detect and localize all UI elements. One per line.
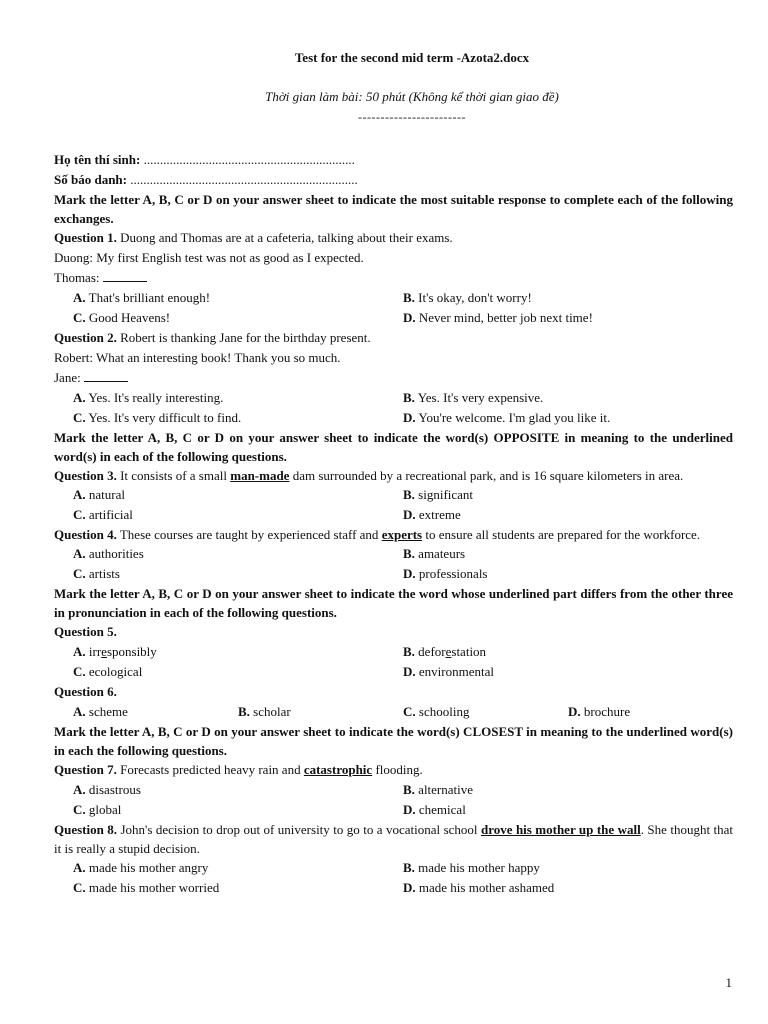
options-row <box>54 780 733 800</box>
option-text: environmental <box>418 664 494 679</box>
question-6 <box>54 682 733 702</box>
option-a <box>73 702 238 722</box>
option-c <box>403 702 568 722</box>
option-c <box>73 878 403 898</box>
question-text: Duong and Thomas are at a cafeteria, talking about their exams. <box>116 230 453 245</box>
question-text: . She thought that it is really a stupid decision. <box>54 822 734 856</box>
option-c <box>73 564 403 584</box>
question-4 <box>54 525 733 544</box>
options-row <box>54 642 733 662</box>
underlined-letter: e <box>445 644 452 659</box>
option-text: sponsibly <box>106 644 157 659</box>
question-text: John's decision to drop out of university to go to a vocational school <box>117 822 481 837</box>
question-number: Question 5. <box>54 624 117 639</box>
option-text: You're welcome. I'm glad you like it. <box>418 410 611 425</box>
options-row <box>54 662 733 682</box>
question-text: These courses are taught by experienced staff and <box>116 527 382 542</box>
speaker-label: Jane: <box>54 370 84 385</box>
option-letter: D. <box>403 410 416 425</box>
option-a <box>73 544 403 564</box>
option-text: schooling <box>418 704 470 719</box>
option-text: authorities <box>88 546 144 561</box>
options-row <box>54 485 733 505</box>
option-text: That's brilliant enough! <box>88 290 211 305</box>
section-instruction-3: Mark the letter A, B, C or D on your answer sheet to indicate the word whose underlined part differs from the other three in pronunciation in each of the following questions. <box>54 586 733 620</box>
option-b <box>403 642 733 662</box>
underlined-word: man-made <box>230 468 290 483</box>
dialogue-line: Robert: What an interesting book! Thank you so much. <box>54 350 341 365</box>
section-instruction-4: Mark the letter A, B, C or D on your answer sheet to indicate the word(s) CLOSEST in meaning to the underlined word(s) in each the following questions. <box>54 724 733 758</box>
option-c <box>73 308 403 328</box>
document-title: Test for the second mid term -Azota2.docx <box>294 50 530 65</box>
option-a <box>73 388 403 408</box>
option-b <box>403 780 733 800</box>
question-number: Question 8. <box>54 822 118 837</box>
option-b <box>403 288 733 308</box>
question-number: Question 1. <box>54 230 117 245</box>
candidate-id-dots: ...................................................................... <box>126 172 358 187</box>
option-text: Yes. It's very difficult to find. <box>88 410 242 425</box>
option-text: significant <box>418 487 474 502</box>
question-number: Question 2. <box>54 330 117 345</box>
option-letter: B. <box>403 644 415 659</box>
option-text: Yes. It's really interesting. <box>88 390 224 405</box>
option-letter: D. <box>568 704 581 719</box>
option-letter: D. <box>403 802 416 817</box>
option-text: made his mother ashamed <box>418 880 555 895</box>
option-letter: B. <box>403 390 415 405</box>
candidate-name-field <box>54 150 733 170</box>
question-5 <box>54 622 733 642</box>
answer-blank <box>84 368 128 382</box>
option-text: brochure <box>583 704 631 719</box>
option-text: made his mother happy <box>418 860 540 875</box>
option-letter: D. <box>403 566 416 581</box>
option-letter: C. <box>403 704 416 719</box>
option-d <box>403 564 733 584</box>
options-row <box>54 564 733 584</box>
option-text: global <box>88 802 122 817</box>
option-text: natural <box>88 487 125 502</box>
option-text: It's okay, don't worry! <box>418 290 532 305</box>
option-letter: C. <box>73 880 86 895</box>
option-d <box>403 408 733 428</box>
dialogue-line: Duong: My first English test was not as good as I expected. <box>54 250 364 265</box>
option-letter: C. <box>73 310 86 325</box>
option-d <box>403 308 733 328</box>
option-letter: A. <box>73 704 86 719</box>
option-letter: A. <box>73 782 86 797</box>
speaker-label: Thomas: <box>54 270 103 285</box>
option-letter: B. <box>403 782 415 797</box>
option-text: ecological <box>88 664 143 679</box>
option-text: station <box>451 644 487 659</box>
question-text: Robert is thanking Jane for the birthday present. <box>116 330 371 345</box>
option-letter: D. <box>403 880 416 895</box>
options-row <box>54 388 733 408</box>
time-note: Thời gian làm bài: 50 phút (Không kể thời gian giao đề) <box>265 89 559 104</box>
option-text: made his mother worried <box>88 880 220 895</box>
candidate-name-label: Họ tên thí sinh: <box>54 152 141 167</box>
option-text: alternative <box>418 782 474 797</box>
question-text: dam surrounded by a recreational park, and is 16 square kilometers in area. <box>289 468 684 483</box>
underlined-word: catastrophic <box>303 762 373 777</box>
option-letter: A. <box>73 546 86 561</box>
option-text: scheme <box>88 704 128 719</box>
options-row <box>54 878 733 898</box>
candidate-name-dots: ................................................................. <box>140 152 355 167</box>
options-row <box>54 702 733 722</box>
option-d <box>403 505 733 525</box>
question-8 <box>54 820 733 858</box>
option-letter: C. <box>73 664 86 679</box>
option-text: chemical <box>418 802 466 817</box>
options-row <box>54 288 733 308</box>
question-number: Question 4. <box>54 527 117 542</box>
option-b <box>238 702 403 722</box>
option-letter: B. <box>403 290 415 305</box>
option-letter: C. <box>73 802 86 817</box>
divider-dashes: ------------------------ <box>358 110 466 124</box>
underlined-phrase: drove his mother up the wall <box>480 822 641 837</box>
underlined-letter: e <box>101 644 107 659</box>
question-1 <box>54 228 733 248</box>
options-row <box>54 505 733 525</box>
section-instruction-2: Mark the letter A, B, C or D on your answer sheet to indicate the word(s) OPPOSITE in meaning to the underlined word(s) in each of the following questions. <box>54 430 733 464</box>
question-3 <box>54 466 733 485</box>
option-b <box>403 485 733 505</box>
answer-blank <box>103 268 147 282</box>
options-row <box>54 408 733 428</box>
option-a <box>73 642 403 662</box>
option-text: defor <box>418 644 446 659</box>
dialogue-line-blank <box>54 268 733 288</box>
option-text: Good Heavens! <box>88 310 171 325</box>
option-text: extreme <box>418 507 461 522</box>
option-c <box>73 408 403 428</box>
option-d <box>403 878 733 898</box>
option-letter: B. <box>403 860 415 875</box>
option-letter: A. <box>73 390 86 405</box>
option-text: irr <box>88 644 102 659</box>
option-c <box>73 662 403 682</box>
option-text: Never mind, better job next time! <box>418 310 593 325</box>
option-text: artists <box>88 566 120 581</box>
question-number: Question 3. <box>54 468 117 483</box>
option-a <box>73 858 403 878</box>
option-d <box>403 800 733 820</box>
candidate-id-field <box>54 170 733 190</box>
option-d <box>403 662 733 682</box>
option-letter: D. <box>403 664 416 679</box>
option-letter: A. <box>73 860 86 875</box>
option-letter: C. <box>73 410 86 425</box>
option-a <box>73 780 403 800</box>
option-text: artificial <box>88 507 133 522</box>
question-text: It consists of a small <box>116 468 231 483</box>
option-a <box>73 485 403 505</box>
option-c <box>73 505 403 525</box>
option-letter: A. <box>73 644 86 659</box>
option-b <box>403 858 733 878</box>
section-instruction-1: Mark the letter A, B, C or D on your answer sheet to indicate the most suitable response to complete each of the following exchanges. <box>54 192 733 226</box>
option-text: made his mother angry <box>88 860 209 875</box>
option-letter: D. <box>403 507 416 522</box>
option-text: Yes. It's very expensive. <box>417 390 544 405</box>
question-text: Forecasts predicted heavy rain and <box>116 762 304 777</box>
option-letter: B. <box>403 546 415 561</box>
question-text: to ensure all students are prepared for the workforce. <box>422 527 701 542</box>
option-d <box>568 702 733 722</box>
option-letter: C. <box>73 507 86 522</box>
option-text: scholar <box>253 704 291 719</box>
options-row <box>54 858 733 878</box>
option-letter: A. <box>73 290 86 305</box>
option-letter: B. <box>403 487 415 502</box>
page-number: 1 <box>725 975 732 990</box>
question-text: flooding. <box>372 762 423 777</box>
options-row <box>54 800 733 820</box>
option-text: amateurs <box>418 546 466 561</box>
option-letter: D. <box>403 310 416 325</box>
option-letter: A. <box>73 487 86 502</box>
option-text: disastrous <box>88 782 141 797</box>
options-row <box>54 308 733 328</box>
underlined-word: experts <box>381 527 423 542</box>
question-2 <box>54 328 733 348</box>
question-number: Question 6. <box>54 684 117 699</box>
question-number: Question 7. <box>54 762 117 777</box>
question-7 <box>54 760 733 780</box>
option-letter: B. <box>238 704 250 719</box>
option-text: professionals <box>418 566 488 581</box>
option-b <box>403 388 733 408</box>
option-a <box>73 288 403 308</box>
option-c <box>73 800 403 820</box>
dialogue-line-blank <box>54 368 733 388</box>
document-body <box>54 150 733 898</box>
candidate-id-label: Số báo danh: <box>54 172 127 187</box>
options-row <box>54 544 733 564</box>
option-b <box>403 544 733 564</box>
option-letter: C. <box>73 566 86 581</box>
